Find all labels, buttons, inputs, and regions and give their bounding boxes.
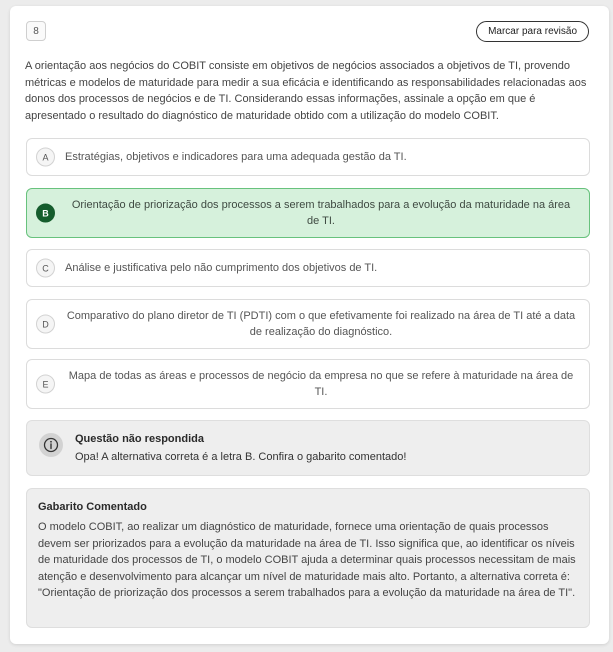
option-letter-badge: A [36, 148, 55, 167]
option-e[interactable] [26, 359, 590, 409]
option-text: Comparativo do plano diretor de TI (PDTI) com o que efetivamente foi realizado na área de TI até a data de realização do diagnóstico. [66, 310, 576, 338]
option-d[interactable] [26, 299, 590, 349]
mark-for-review-button[interactable]: Marcar para revisão [476, 21, 589, 42]
option-letter-badge: E [36, 375, 55, 394]
option-text: Estratégias, objetivos e indicadores para uma adequada gestão da TI. [65, 151, 407, 163]
question-statement: A orientação aos negócios do COBIT consiste em objetivos de negócios associados a objetivos de TI, provendo métricas e modelos de maturidade para medir a sua eficácia e identificando as responsabilidades relacionadas aos donos dos processos de negócios e de TI. Considerando essas informações, assinale a opção em que é apresentado o resultado do diagnóstico de maturidade obtido com a utilização do modelo COBIT. [25, 60, 587, 122]
question-number: 8 [26, 21, 46, 41]
notice-message: Opa! A alternativa correta é a letra B. Confira o gabarito comentado! [75, 451, 407, 463]
commentary-title: Gabarito Comentado [38, 501, 147, 513]
option-text: Análise e justificativa pelo não cumprimento dos objetivos de TI. [65, 262, 378, 274]
info-icon [39, 433, 63, 457]
option-c[interactable] [26, 249, 590, 287]
option-text: Orientação de priorização dos processos a serem trabalhados para a evolução da maturidade na área de TI. [71, 199, 571, 227]
option-text: Mapa de todas as áreas e processos de negócio da empresa no que se refere à maturidade na área de TI. [68, 370, 574, 398]
option-letter-badge: D [36, 315, 55, 334]
option-a[interactable] [26, 138, 590, 176]
notice-title: Questão não respondida [75, 433, 204, 445]
unanswered-notice [26, 420, 590, 476]
commentary-text: O modelo COBIT, ao realizar um diagnóstico de maturidade, fornece uma orientação de quais processos devem ser priorizados para a evolução da maturidade na área de TI. Isso significa que, ao identificar os níveis de maturidade dos processos de TI, o modelo COBIT ajuda a determinar quais processos necessitam de mais atenção e desenvolvimento para alcançar um nível de maturidade mais alto. Portanto, a alternativa correta é: "Orientação de priorização dos processos a serem trabalhados para a evolução da maturidade na área de TI". [38, 521, 576, 599]
answer-commentary [26, 488, 590, 628]
option-letter-badge: B [36, 204, 55, 223]
question-card [10, 6, 609, 644]
option-b[interactable] [26, 188, 590, 238]
option-letter-badge: C [36, 259, 55, 278]
